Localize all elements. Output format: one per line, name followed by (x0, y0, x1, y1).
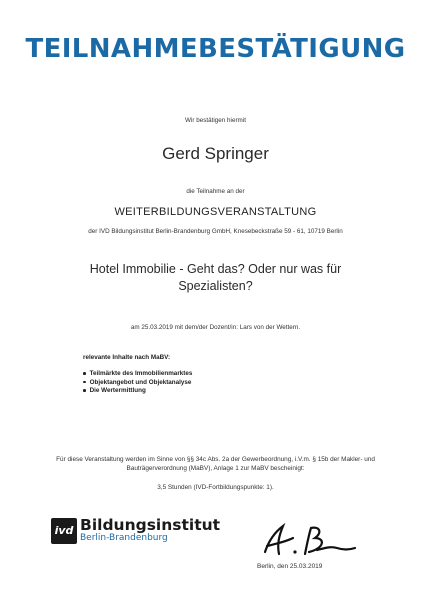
event-type: WEITERBILDUNGSVERANSTALTUNG (114, 206, 317, 218)
topics-section (83, 354, 192, 396)
date-lecturer-line: am 25.03.2019 mit dem/der Dozent/in: Lars von der Wettern. (130, 324, 301, 331)
logo-line1: Bildungsinstitut (80, 516, 221, 534)
course-title-line1: Hotel Immobilie - Geht das? Oder nur was für (89, 262, 342, 276)
course-title-line2: Spezialisten? (178, 279, 253, 293)
organizer-line: der IVD Bildungsinstitut Berlin-Brandenburg GmbH, Knesebeckstraße 59 - 61, 10719 Berlin (88, 228, 343, 235)
topic-label: Teilmärkte des Immobilienmarktes (89, 370, 193, 377)
ivd-logo-mark (51, 518, 77, 544)
participant-name: Gerd Springer (162, 144, 269, 163)
topic-label: Objektangebot und Objektanalyse (89, 378, 192, 386)
intro-text: Wir bestätigen hiermit (185, 117, 246, 124)
topics-heading: relevante Inhalte nach MaBV: (83, 354, 171, 361)
list-item (83, 370, 192, 377)
legal-line-2: Bauträgerverordnung (MaBV), Anlage 1 zur MaBV bescheinigt: (126, 465, 305, 472)
logo-line2: Berlin-Brandenburg (80, 533, 168, 543)
hours-line: 3,5 Stunden (IVD-Fortbildungspunkte: 1). (157, 484, 274, 491)
bullet-icon (83, 372, 86, 375)
ivd-logo-mark-text: ivd (54, 524, 74, 537)
bullet-icon (83, 389, 86, 392)
topics-list (83, 370, 192, 394)
legal-line-1: Für diese Veranstaltung werden im Sinne von §§ 34c Abs. 2a der Gewerbeordnung, i.V.m. § 15b der Makler- und (56, 456, 375, 463)
bullet-icon (83, 381, 86, 384)
ivd-logo (51, 517, 220, 544)
certificate-title: TEILNAHMEBESTÄTIGUNG (25, 34, 406, 64)
topic-label: Die Wertermittlung (89, 387, 146, 394)
handwritten-signature (255, 520, 360, 562)
legal-text (20, 455, 411, 492)
list-item (83, 387, 192, 394)
list-item (83, 379, 192, 386)
participation-text: die Teilnahme an der (186, 188, 245, 195)
signature-caption: Berlin, den 25.03.2019 (257, 563, 323, 570)
